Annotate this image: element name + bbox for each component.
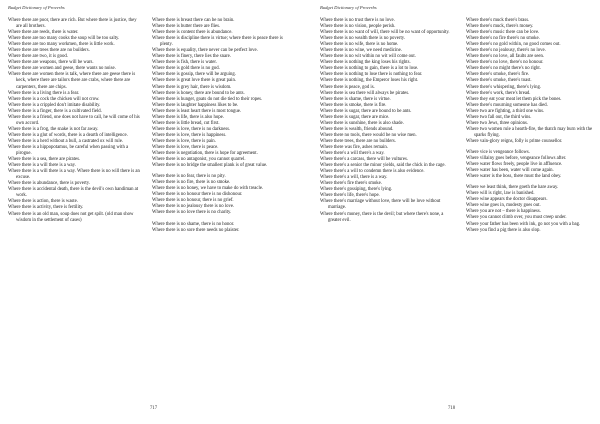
proverb-entry: Where there's whispering, there's lying. (466, 84, 542, 90)
proverb-entry: Where there is no fear, there is no pity. (152, 174, 226, 180)
proverb-entry: Where there's no gold within, no good comes out. (466, 42, 561, 48)
proverb-entry: Where there is equality, there never can be perfect love. (152, 48, 258, 54)
proverb-entry: Where there is accidental death, there is the devil's own handiman at work. (8, 187, 139, 199)
proverb-entry: Where there is love, there is peace. (152, 144, 219, 150)
proverb-entry: Where wine appears the doctor disappears. (466, 197, 548, 203)
proverb-entry: Where there is no trust there is no love. (320, 18, 395, 23)
proverb-entry: Where there is a finger, there is a cultivated field. (8, 108, 102, 114)
proverb-entry: Where there are trees there are no builders. (8, 48, 90, 54)
proverb-entry: Where there is no vision, people perish. (320, 24, 396, 30)
proverb-entry: Where there is smoke, there is fire. (320, 102, 387, 108)
page-number: 717 (150, 406, 158, 411)
proverb-entry: Where there is no wife, there is no home. (320, 42, 399, 48)
proverb-entry: Where there is a crippled don't imitate disability. (8, 102, 101, 108)
running-head: Budget Dictionary of Proverbs (8, 5, 65, 10)
proverb-entry: Where there is nothing the king loses his rights. (320, 60, 411, 66)
proverb-entry: Where there is nothing to lose there is nothing to fear. (320, 72, 423, 78)
proverb-entry: Where there's money, there is the devil; but where there's none, a greater evil. (320, 211, 444, 223)
proverb-entry: Where there is no honour there is no dishonour. (152, 192, 243, 198)
proverb-entry: Where there is no antagonist, you cannot quarrel. (152, 157, 246, 163)
proverb-entry: Where there is sunshine, there is also shade. (320, 120, 404, 126)
proverb-entry: Where there's a will to condemn there is also evidence. (320, 169, 425, 175)
proverb-entry: Where there is sugar, there are bound to be ants. (320, 108, 412, 114)
right-column (152, 18, 284, 234)
proverb-entry: Where there is no love there is no charity. (152, 210, 232, 216)
proverb-entry: Where there are too many workmen, there is little work. (8, 42, 115, 48)
proverb-entry: Where there is sugar, there are mice. (320, 114, 390, 120)
proverb-entry: Where your father has been with ink, go not you with a bag. (466, 221, 581, 227)
proverb-entry: Where there's smoke, there's fire. (466, 72, 530, 78)
proverb-entry: Where there's a will, there is a way. (320, 175, 388, 181)
proverb-entry: Where there is hunger, goats do not die tied to their ropes. (152, 96, 263, 102)
proverb-entry: Where water has been, water will come again. (466, 168, 554, 174)
proverb-entry: Where there is no wine, we need medicine. (320, 48, 402, 54)
proverb-entry: Where there are women and geese, there wants no noise. (8, 66, 116, 72)
proverb-entry: Where there's a carcass, there will be vultures. (320, 157, 409, 163)
proverb-entry: Where water is the boss, there must the land obey. (466, 174, 562, 180)
proverb-entry: Where there is no honour, there is no grief. (152, 198, 234, 204)
proverb-entry: Where there's fire there's smoke. (320, 181, 382, 187)
proverb-entry: Where there is love, there is pain. (152, 138, 216, 144)
proverb-entry: Where you are not – there is happiness. (466, 209, 541, 215)
proverb-entry: Where there is no fire, there is no smoke. (152, 180, 231, 186)
left-column (320, 18, 452, 224)
proverb-entry: Where there is shame, there is virtue. (320, 96, 391, 102)
proverb-entry: Where there is no bridge the smallest plank is of great value. (152, 163, 268, 169)
proverb-entry: Where there is nothing to gain, there is a lot to lose. (320, 66, 419, 72)
proverb-entry: Where there's gossiping, there's lying. (320, 187, 393, 193)
proverb-entry: Where they eat your meat let them pick the bones. (466, 96, 562, 102)
proverb-entry: Where there is a frog, the snake is not far away. (8, 126, 99, 132)
right-page (300, 0, 600, 424)
proverb-entry: Where there is a will there is a way. (8, 163, 76, 169)
proverb-entry: Where there's no love, all faults are seen. (466, 54, 545, 60)
proverb-entry: Where there is no want of will, there will be no want of opportunity. (320, 30, 450, 36)
proverb-entry: Where two women rule a hearth-fire, the thatch may burn with the sparks flying. (466, 126, 593, 138)
proverb-entry: Where two are fighting, a third one wins. (466, 108, 545, 114)
proverb-entry: Where there is breast there can be no brain. (152, 18, 235, 23)
proverb-entry: Where there is abundance, there is poverty. (8, 181, 90, 187)
proverb-entry: Where there is no jealousy there is no love. (152, 204, 235, 210)
proverb-entry: Where there is activity, there is fertility. (8, 205, 84, 211)
right-column (466, 18, 598, 234)
proverb-entry: Where there's no love, there's no honour. (466, 60, 544, 66)
running-head: Budget Dictionary of Proverbs (320, 5, 377, 10)
proverb-entry: Where there is a friend, one does not have to call, he will come of his own accord. (8, 114, 140, 126)
proverb-entry: Where there is a hippopotamus, be careful when passing with a pirogue. (8, 144, 129, 157)
proverb-entry: Where there is fish, there is water. (152, 60, 217, 66)
proverb-entry: Where there is butter there are flies. (152, 24, 221, 30)
proverb-entry: Where villainy goes before, vengeance follows after. (466, 156, 567, 162)
proverb-entry: Where there's life, there's hope. (320, 193, 380, 199)
proverb-entry: Where there is a will there is a way. Where there is no will there is an excuse. (8, 169, 140, 181)
proverb-entry: Where there is content there is abundance. (152, 30, 233, 36)
page-number: 718 (448, 406, 456, 411)
proverb-entry: Where there are weapons, there will be wars. (8, 60, 94, 66)
proverb-entry: Where we least think, there goeth the hare away. (466, 185, 559, 191)
proverb-entry: Where there is sea there will always be pirates. (320, 90, 410, 96)
proverb-entry: Where there is an old man, soup does not get spilt. (old man show wisdom in the settlement of cases) (8, 211, 134, 223)
proverb-entry: Where there's no might there's no right. (466, 66, 541, 72)
proverb-entry: Where there is honey, there are bound to be ants. (152, 90, 245, 96)
proverb-entry: Where there is finery, there lies the snare. (152, 54, 231, 60)
proverb-entry: Where there's a will there's a way. (320, 151, 385, 157)
proverb-entry: Where there trees, there are no builders. (320, 138, 396, 144)
proverb-entry: Where there is love, there is happiness. (152, 132, 227, 138)
proverb-entry: Where there's music there can be love. (466, 30, 540, 36)
proverb-entry: Where there is nothing, the Emperor loses his right. (320, 78, 419, 84)
proverb-entry: Where there is no shame, there is no honor. (152, 221, 235, 227)
proverb-entry: Where there is a cock the chicken will not crow. (8, 96, 100, 102)
proverb-entry: Where there is grey hair, there is wisdom. (152, 84, 232, 90)
proverb-entry: Where water flows freely, people live in affluence. (466, 162, 563, 168)
proverb-entry: Where there is wealth, friends abound. (320, 126, 394, 132)
left-column (8, 18, 140, 224)
proverb-entry: Where you cannot climb over, you must creep under. (466, 215, 567, 221)
proverb-entry: Where there is love, there is no darkness. (152, 126, 231, 132)
proverb-entry: Where there is laughter happiness likes to be. (152, 102, 239, 108)
proverb-entry: Where two Jews, three opinions. (466, 120, 528, 126)
proverb-entry: Where will is right, law is banished. (466, 191, 535, 197)
proverb-entry: Where two fall out, the third wins. (466, 114, 532, 120)
proverb-entry: Where there is gold there is no god. (152, 66, 220, 72)
proverb-entry: Where there are too many cooks the soup will be too salty. (8, 36, 120, 42)
proverb-entry: Where there's a senior the minor yields, said the chick in the cage. (320, 163, 446, 169)
proverb-entry: Where there's smoke, there's toast. (466, 78, 532, 84)
proverb-entry: Where wine goes in, modesty goes out. (466, 203, 541, 209)
proverb-entry: Where there was fire, ashes remain. (320, 144, 388, 150)
proverb-entry: Where there's no fire there's no smoke. (466, 36, 540, 42)
proverb-entry: Where vice is vengeance follows. (466, 149, 530, 155)
proverb-entry: Where there is life, there is also hope. (152, 114, 224, 120)
proverb-entry: Where there is least heart there is most tongue. (152, 108, 242, 114)
proverb-entry: Where there is a herd without a bull, a castrated ox will rule. (8, 138, 124, 144)
proverb-entry: Where there's marriage without love, there will be love without marriage. (320, 199, 441, 211)
proverb-entry: Where there are women there is talk, where there are geese there is keck, where there are tailors there are crabs, where there are carpenters, there are chips. (8, 72, 136, 90)
proverb-entry: Where there's muck, there's money. (466, 24, 534, 30)
proverb-entry: Where there is a living there is a fear. (8, 90, 80, 96)
proverb-entry: Where there's no jealousy, there's no love. (466, 48, 546, 54)
proverb-entry: Where there is a glut of words, there is a dearth of intelligence. (8, 132, 128, 138)
proverb-entry: Where there is a sea, there are pirates. (8, 157, 81, 163)
proverb-entry: Where there is no sore there needs no plaister. (152, 227, 240, 233)
proverb-entry: Where there's muck there's brass. (466, 18, 530, 23)
proverb-entry: Where there is action, there is waste. (8, 199, 78, 205)
proverb-entry: Where there is great love there is great pain. (152, 78, 237, 84)
proverb-entry: Where there is peace, god is. (320, 84, 375, 90)
proverb-entry: Where there is no wealth there is no poverty. (320, 36, 406, 42)
proverb-entry: Where there are two, it is good. (8, 54, 68, 60)
proverb-entry: Where there is discipline there is virtue; where there is peace there is plenty. (152, 36, 283, 48)
proverb-entry: Where there's work, there's bread. (466, 90, 531, 96)
proverb-entry: Where there no tools, there would be no wise men. (320, 132, 417, 138)
proverb-entry: Where there is no honey, we have to make do with treacle. (152, 186, 264, 192)
proverb-entry: Where there is little bread, cut first. (152, 120, 220, 126)
proverb-entry: Where vain-glory reigns, folly is prime counsellor. (466, 138, 563, 144)
proverb-entry: Where there are reeds, there is water. (8, 30, 79, 36)
proverb-entry: Where there's mourning someone has died. (466, 102, 548, 108)
proverb-entry: Where there is gossip, there will be arguing. (152, 72, 236, 78)
proverb-entry: Where you find a pig there is also slop. (466, 227, 541, 233)
proverb-entry: Where there is negotiation, there is hope for agreement. (152, 151, 258, 157)
proverb-entry: Where there are poor, there are rich. But where there is justice, they are all brothers. (8, 18, 137, 30)
proverb-entry: Where there is no wit within no wit will come out. (320, 54, 416, 60)
